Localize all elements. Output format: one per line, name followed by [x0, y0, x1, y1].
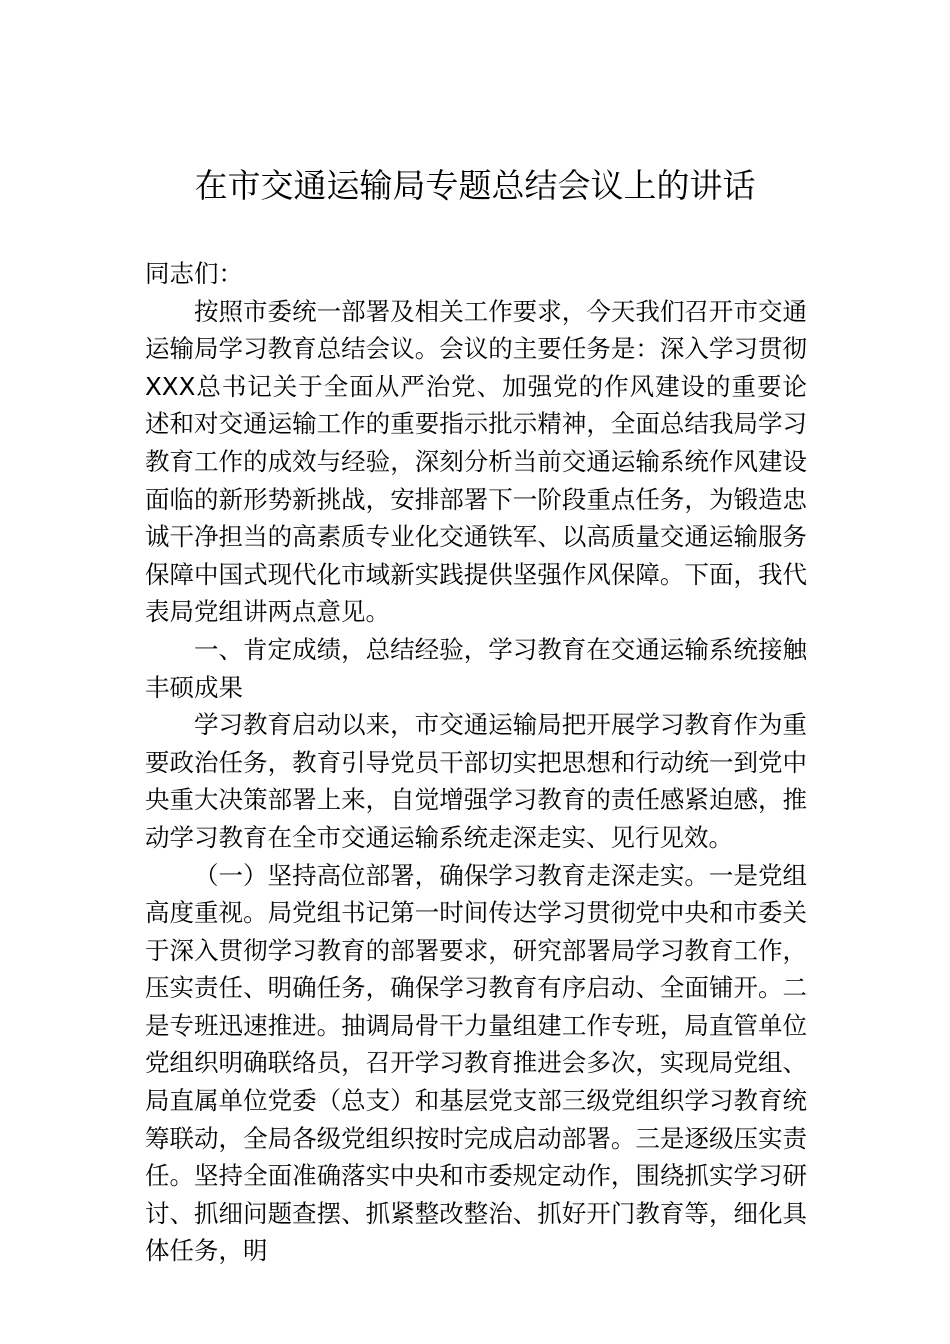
salutation: 同志们： [145, 259, 243, 288]
document-title: 在市交通运输局专题总结会议上的讲话 [194, 166, 756, 205]
document-body [145, 255, 807, 1270]
paragraph-section-1-intro: 学习教育启动以来，市交通运输局把开展学习教育作为重要政治任务，教育引导党员干部切实把思想和行动统一到党中央重大决策部署上来，自觉增强学习教育的责任感紧迫感，推动学习教育在全市交通运输系统走深走实、见行见效。 [145, 710, 807, 852]
section-heading-1: 一、肯定成绩，总结经验，学习教育在交通运输系统接触丰硕成果 [145, 634, 807, 702]
paragraph-intro: 按照市委统一部署及相关工作要求，今天我们召开市交通运输局学习教育总结会议。会议的主要任务是：深入学习贯彻XXX总书记关于全面从严治党、加强党的作风建设的重要论述和对交通运输工作的重要指示批示精神，全面总结我局学习教育工作的成效与经验，深刻分析当前交通运输系统作风建设面临的新形势新挑战，安排部署下一阶段重点任务，为锻造忠诚干净担当的高素质专业化交通铁军、以高质量交通运输服务保障中国式现代化市域新实践提供坚强作风保障。下面，我代表局党组讲两点意见。 [145, 296, 807, 627]
paragraph-subsection-1: （一）坚持高位部署，确保学习教育走深走实。一是党组高度重视。局党组书记第一时间传达学习贯彻党中央和市委关于深入贯彻学习教育的部署要求，研究部署局学习教育工作，压实责任、明确任务，确保学习教育有序启动、全面铺开。二是专班迅速推进。抽调局骨干力量组建工作专班，局直管单位党组织明确联络员，召开学习教育推进会多次，实现局党组、局直属单位党委（总支）和基层党支部三级党组织学习教育统筹联动，全局各级党组织按时完成启动部署。三是逐级压实责任。坚持全面准确落实中央和市委规定动作，围绕抓实学习研讨、抓细问题查摆、抓紧整改整治、抓好开门教育等，细化具体任务，明 [145, 860, 807, 1266]
